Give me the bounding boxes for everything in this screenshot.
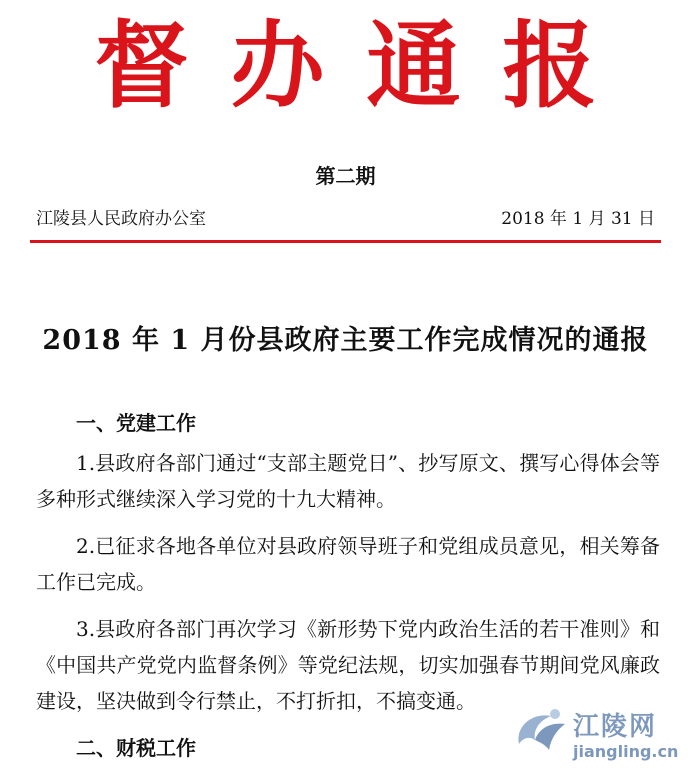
watermark-brand: 江陵网: [573, 712, 658, 742]
paragraph-2: 2.已征求各地各单位对县政府领导班子和党组成员意见，相关筹备工作已完成。: [36, 534, 660, 594]
issuer-row: [36, 204, 655, 229]
issuer-name: 江陵县人民政府办公室: [36, 209, 206, 229]
masthead-title: 督办通报: [94, 12, 639, 121]
red-divider: [30, 240, 661, 243]
section-heading-party-building: 一、党建工作: [76, 411, 196, 435]
site-watermark: [511, 706, 681, 768]
document-title: 2018 年 1 月份县政府主要工作完成情况的通报: [42, 325, 649, 356]
issue-number: 第二期: [315, 164, 376, 188]
watermark-url: jiangling.cn: [573, 742, 679, 761]
issue-date: 2018 年 1 月 31 日: [501, 209, 655, 229]
paragraph-3: 3.县政府各部门再次学习《新形势下党内政治生活的若干准则》和《中国共产党党内监督条例》等党纪法规，切实加强春节期间党风廉政建设，坚决做到令行禁止，不打折扣，不搞变通。: [36, 617, 660, 713]
watermark-logo-icon: [511, 706, 571, 756]
paragraph-1: 1.县政府各部门通过“支部主题党日”、抄写原文、撰写心得体会等多种形式继续深入学习党的十九大精神。: [36, 451, 660, 511]
section-heading-finance-tax: 二、财税工作: [76, 736, 196, 760]
